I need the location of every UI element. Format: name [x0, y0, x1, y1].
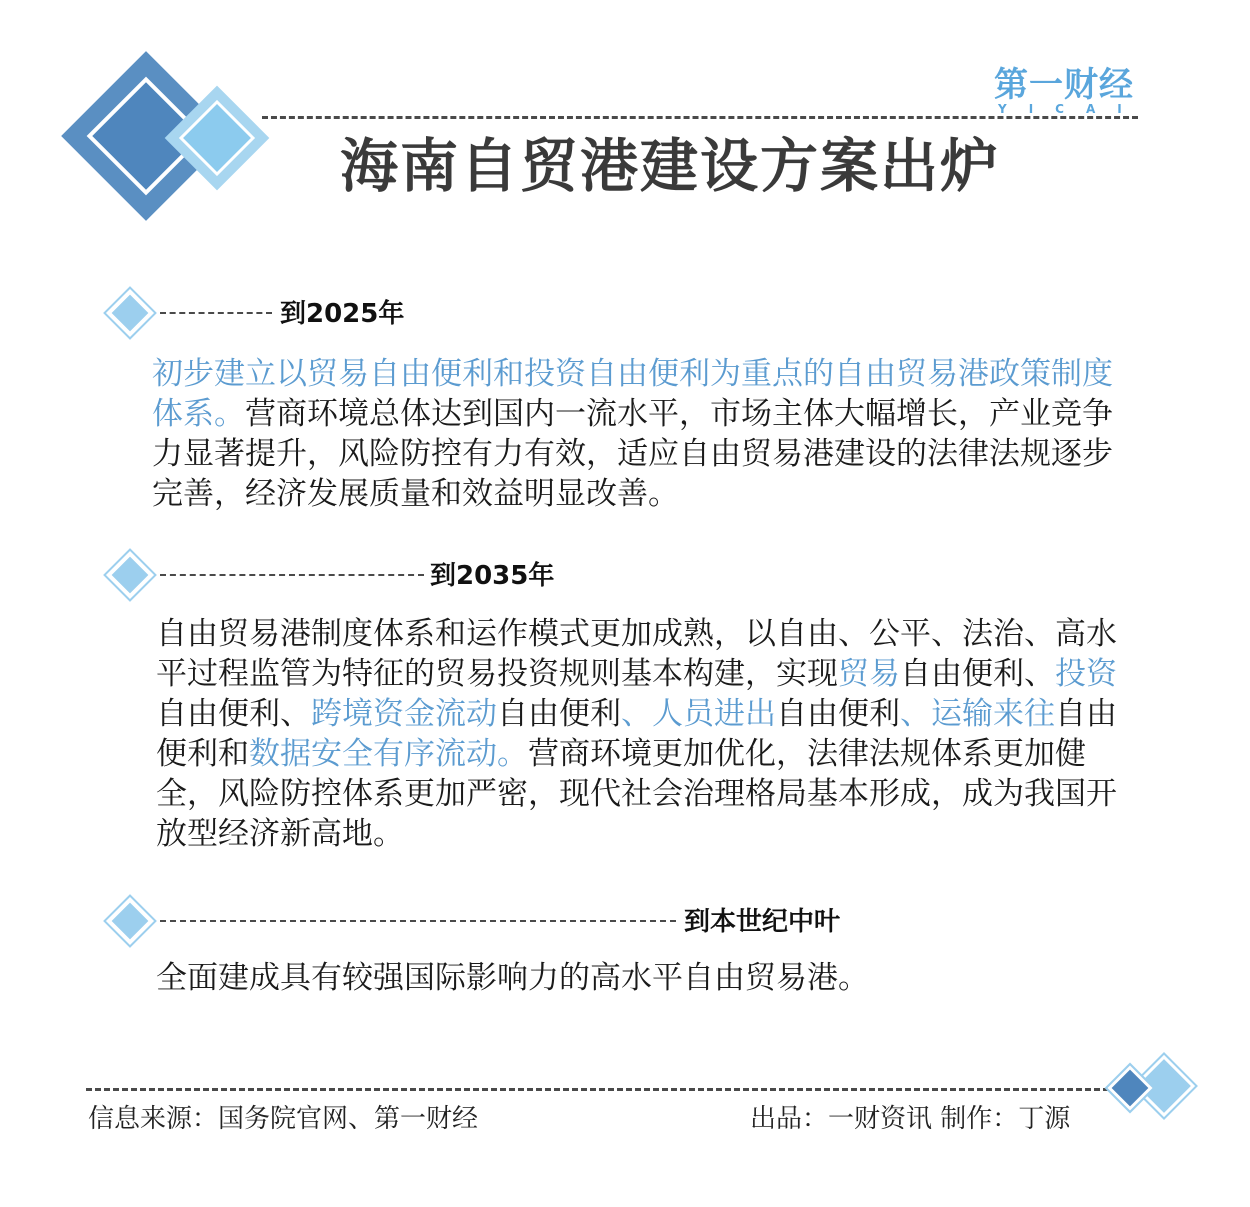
body-text: 自由贸易港制度体系和运作模式更加成熟，以自由、公平、法治、高水平过程监管为特征的贸易投资规则基本构建，实现	[156, 616, 1117, 692]
yicai-logo	[994, 65, 1144, 116]
header-dashed-divider	[262, 116, 1138, 119]
section-body	[156, 614, 1126, 854]
logo-wordmark: 第一财经	[994, 65, 1134, 105]
body-text: 自由便利、	[156, 696, 311, 732]
highlight-text: 初步建立以贸易自由便利和投资自由便利为重点的自由贸易港政策制度体系。	[152, 356, 1113, 432]
body-text: 自由便利、	[900, 656, 1055, 692]
body-text: 自由便利	[497, 696, 621, 732]
highlight-text: 跨境资金流动	[311, 696, 497, 732]
section-dashed-line	[160, 574, 424, 576]
page-title: 海南自贸港建设方案出炉	[339, 132, 1000, 200]
section-dashed-line	[160, 312, 272, 314]
body-text: 自由便利和	[156, 696, 1117, 772]
body-text: 营商环境更加优化，法律法规体系更加健全，风险防控体系更加严密，现代社会治理格局基本形成，成为我国开放型经济新高地。	[156, 736, 1117, 852]
highlight-text: 贸易	[838, 656, 900, 692]
section-title: 到本世纪中叶	[684, 907, 841, 937]
section-dashed-line	[160, 920, 676, 922]
highlight-text: 投资	[1055, 656, 1117, 692]
section-title: 到2025年	[280, 299, 405, 329]
highlight-text: 、运输来往	[900, 696, 1055, 732]
highlight-text: 、人员进出	[621, 696, 776, 732]
highlight-text: 数据安全有序流动。	[249, 736, 528, 772]
logo-subtitle: YICAI	[998, 102, 1144, 116]
section-body	[152, 354, 1122, 514]
section-body	[156, 958, 1126, 998]
body-text: 全面建成具有较强国际影响力的高水平自由贸易港。	[156, 960, 869, 996]
section-title: 到2035年	[430, 561, 555, 591]
footer-dashed-divider	[86, 1088, 1118, 1091]
footer-credit: 出品：一财资讯 制作：丁源	[750, 1104, 1071, 1134]
body-text: 自由便利	[776, 696, 900, 732]
body-text: 营商环境总体达到国内一流水平，市场主体大幅增长，产业竞争力显著提升，风险防控有力有效，适应自由贸易港建设的法律法规逐步完善，经济发展质量和效益明显改善。	[152, 396, 1113, 512]
footer-source: 信息来源：国务院官网、第一财经	[88, 1104, 479, 1134]
